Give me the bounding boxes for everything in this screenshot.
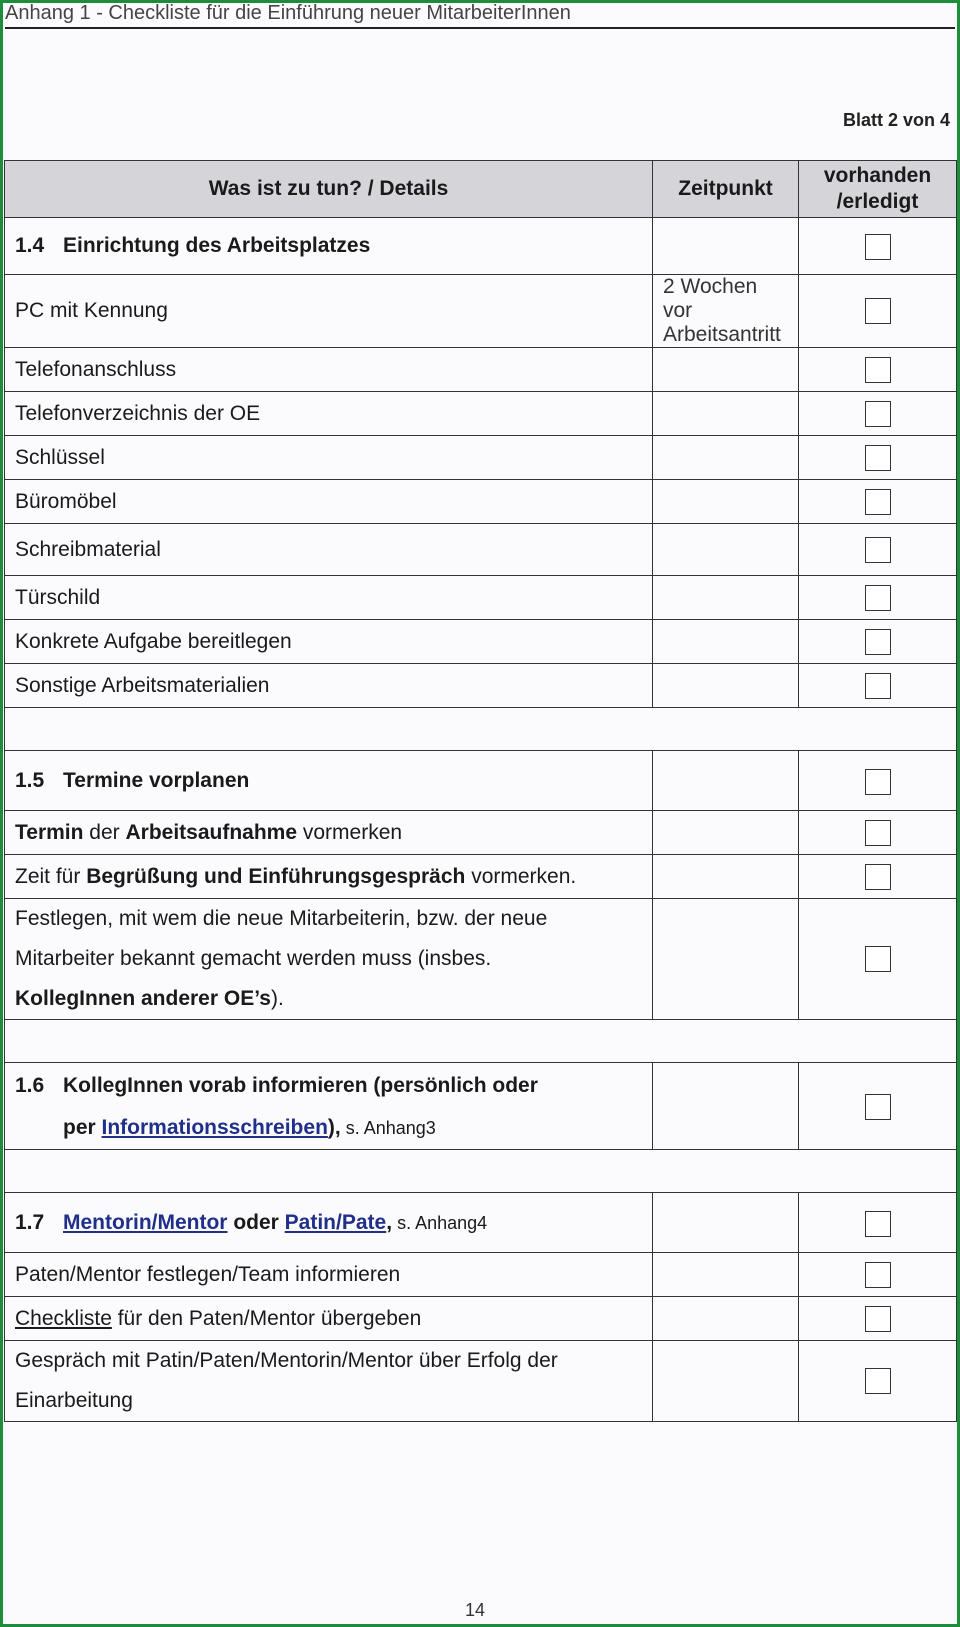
task-cell: Konkrete Aufgabe bereitlegen — [5, 620, 653, 664]
checkbox[interactable] — [865, 820, 891, 846]
col-header-time: Zeitpunkt — [653, 161, 799, 218]
task-text-bold: Termin — [15, 820, 84, 844]
task-text: vormerken — [297, 820, 403, 844]
section-title: Einrichtung des Arbeitsplatzes — [63, 234, 371, 257]
table-row — [5, 436, 957, 480]
section-spacer — [5, 1150, 957, 1193]
section-title: ), — [327, 1116, 341, 1139]
task-text: Festlegen, mit wem die neue Mitarbeiterin, bzw. der neue — [15, 907, 548, 930]
checklist-table — [4, 160, 957, 1422]
sheet-label: Blatt 2 von 4 — [842, 110, 950, 130]
checkbox[interactable] — [865, 1211, 891, 1237]
checkbox[interactable] — [865, 673, 891, 699]
task-cell: Telefonanschluss — [5, 348, 653, 392]
page-number: 14 — [465, 1600, 486, 1620]
task-text: ). — [270, 987, 284, 1010]
checkbox[interactable] — [865, 585, 891, 611]
section-title: per — [63, 1116, 102, 1139]
task-text-bold: Arbeitsaufnahme — [125, 820, 298, 844]
informationsschreiben-link[interactable]: Informationsschreiben — [101, 1116, 328, 1139]
checkbox[interactable] — [865, 1262, 891, 1288]
checkbox[interactable] — [865, 445, 891, 471]
running-header: Anhang 1 - Checkliste für die Einführung neuer MitarbeiterInnen — [5, 0, 955, 29]
table-row — [5, 1297, 957, 1341]
pate-link[interactable]: Patin/Pate — [284, 1210, 387, 1234]
checkliste-link[interactable]: Checkliste — [15, 1306, 112, 1330]
appendix-ref: s. Anhang4 — [392, 1212, 488, 1233]
task-text-bold: Begrüßung und Einführungsgespräch — [86, 864, 466, 888]
task-text: für den Paten/Mentor übergeben — [111, 1306, 422, 1330]
checkbox[interactable] — [865, 864, 891, 890]
task-cell — [5, 899, 653, 1020]
checkbox[interactable] — [865, 298, 891, 324]
checkbox[interactable] — [865, 769, 891, 795]
task-cell — [5, 855, 653, 899]
section-title: , — [386, 1210, 393, 1234]
task-cell: PC mit Kennung — [5, 275, 653, 348]
section-spacer — [5, 1020, 957, 1063]
task-cell: Sonstige Arbeitsmaterialien — [5, 664, 653, 708]
section-header-1-5 — [5, 751, 957, 811]
task-cell: Schlüssel — [5, 436, 653, 480]
checkbox[interactable] — [865, 401, 891, 427]
section-header-1-4 — [5, 218, 957, 275]
checkbox[interactable] — [865, 1306, 891, 1332]
col-header-task: Was ist zu tun? / Details — [5, 161, 653, 218]
table-row — [5, 348, 957, 392]
section-title: KollegInnen vorab informieren (persönlich oder — [63, 1074, 538, 1097]
section-number: 1.4 — [15, 234, 45, 257]
table-row — [5, 480, 957, 524]
task-text: vormerken. — [465, 864, 577, 888]
task-text: Gespräch mit Patin/Paten/Mentorin/Mentor über Erfolg der — [15, 1349, 558, 1372]
task-cell: Büromöbel — [5, 480, 653, 524]
checkbox[interactable] — [865, 629, 891, 655]
col-header-done-line2: /erledigt — [836, 190, 919, 213]
table-row — [5, 1341, 957, 1422]
section-spacer — [5, 708, 957, 751]
task-cell — [5, 1341, 653, 1422]
table-row — [5, 576, 957, 620]
table-row — [5, 620, 957, 664]
checkbox[interactable] — [865, 1094, 891, 1120]
checkbox[interactable] — [865, 234, 891, 260]
checkbox[interactable] — [865, 537, 891, 563]
section-header-1-7 — [5, 1193, 957, 1253]
checkbox[interactable] — [865, 489, 891, 515]
table-row — [5, 524, 957, 576]
table-row — [5, 811, 957, 855]
col-header-done-line1: vorhanden — [823, 164, 932, 187]
col-header-done — [799, 161, 957, 218]
time-cell — [653, 275, 799, 348]
time-line: 2 Wochen — [663, 275, 758, 298]
section-title: oder — [227, 1210, 285, 1234]
section-number: 1.7 — [15, 1210, 45, 1234]
task-text: Mitarbeiter bekannt gemacht werden muss (insbes. — [15, 947, 492, 970]
table-row — [5, 664, 957, 708]
checkbox[interactable] — [865, 357, 891, 383]
mentor-link[interactable]: Mentorin/Mentor — [63, 1210, 228, 1234]
task-cell — [5, 1297, 653, 1341]
task-cell: Türschild — [5, 576, 653, 620]
task-text: der — [83, 820, 126, 844]
section-header-1-6 — [5, 1063, 957, 1150]
time-line: Arbeitsantritt — [663, 323, 781, 346]
table-header-row — [5, 161, 957, 218]
task-cell: Schreibmaterial — [5, 524, 653, 576]
section-title: Termine vorplanen — [63, 768, 250, 792]
table-row — [5, 275, 957, 348]
section-number: 1.6 — [15, 1074, 45, 1097]
section-number: 1.5 — [15, 768, 45, 792]
task-text-bold: KollegInnen anderer OE’s — [15, 987, 271, 1010]
checkbox[interactable] — [865, 1368, 891, 1394]
task-text: Zeit für — [15, 864, 87, 888]
table-row — [5, 855, 957, 899]
time-line: vor — [663, 299, 693, 322]
table-row — [5, 899, 957, 1020]
task-text: Einarbeitung — [15, 1389, 133, 1412]
task-cell: Paten/Mentor festlegen/Team informieren — [5, 1253, 653, 1297]
task-cell: Telefonverzeichnis der OE — [5, 392, 653, 436]
table-row — [5, 1253, 957, 1297]
table-row — [5, 392, 957, 436]
appendix-ref: s. Anhang3 — [340, 1118, 436, 1138]
checkbox[interactable] — [865, 946, 891, 972]
task-cell — [5, 811, 653, 855]
